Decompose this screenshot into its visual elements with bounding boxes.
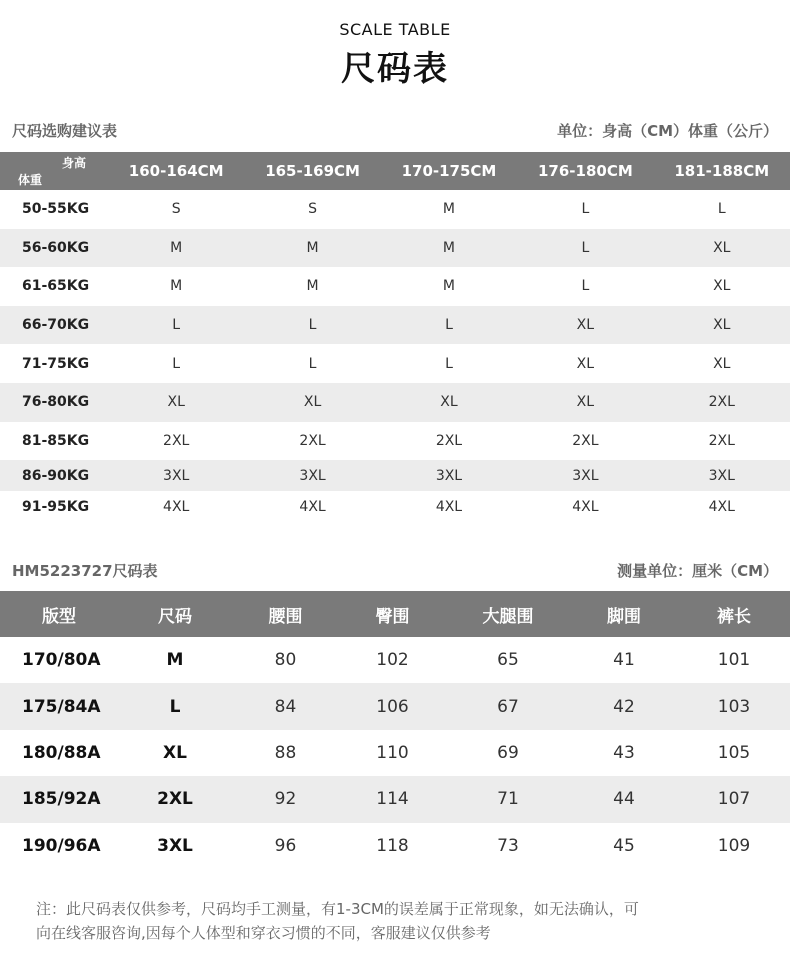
- waist-cell: 80: [274, 650, 297, 671]
- size-cell: M: [108, 229, 244, 268]
- waist-cell: 88: [274, 742, 297, 763]
- size-cell: L: [581, 201, 590, 218]
- column-header: 版型: [0, 591, 118, 637]
- size-cell: 2XL: [572, 432, 599, 449]
- size-cell: M: [166, 650, 184, 671]
- size-cell: XL: [244, 383, 380, 422]
- section1-title: 尺码选购建议表: [12, 122, 118, 140]
- table-header-row: [0, 591, 790, 637]
- weight-cell: 50-55KG: [22, 201, 90, 218]
- size-cell: L: [244, 306, 380, 345]
- section1-header: [0, 120, 790, 144]
- model-cell: 190/96A: [22, 835, 101, 856]
- hip-cell: 114: [339, 776, 446, 822]
- table-row: [0, 823, 790, 869]
- size-cell: XL: [713, 278, 731, 295]
- table-row: [0, 460, 790, 491]
- size-cell: 4XL: [163, 498, 190, 515]
- hip-cell: 110: [376, 742, 409, 763]
- size-cell: 4XL: [572, 498, 599, 515]
- leg-opening-cell: 45: [613, 835, 635, 856]
- size-cell: 2XL: [654, 383, 790, 422]
- hip-cell: 102: [376, 650, 409, 671]
- waist-cell: 92: [232, 776, 339, 822]
- weight-cell: 61-65KG: [22, 278, 90, 295]
- model-cell: 185/92A: [0, 776, 118, 822]
- note-line-2: 向在线客服咨询,因每个人体型和穿衣习惯的不同，客服建议仅供参考: [36, 924, 491, 942]
- size-cell: XL: [654, 306, 790, 345]
- weight-cell: 86-90KG: [0, 460, 108, 491]
- table-row: [0, 229, 790, 268]
- waist-cell: 84: [232, 683, 339, 729]
- table-row: [0, 422, 790, 461]
- size-cell: M: [381, 229, 517, 268]
- header-chinese-title: 尺码表: [341, 49, 449, 89]
- thigh-cell: 69: [497, 742, 519, 763]
- size-cell: XL: [108, 383, 244, 422]
- disclaimer-note: [36, 897, 766, 945]
- length-cell: 109: [717, 835, 751, 856]
- size-cell: L: [308, 355, 317, 372]
- size-cell: 4XL: [435, 498, 463, 515]
- size-cell: 4XL: [299, 498, 326, 515]
- column-header: 176-180CM: [517, 152, 653, 190]
- thigh-cell: 71: [446, 776, 570, 822]
- column-header: 160-164CM: [108, 152, 244, 190]
- weight-cell: 56-60KG: [0, 229, 108, 268]
- length-cell: 101: [717, 650, 751, 671]
- size-cell: 2XL: [299, 432, 326, 449]
- size-cell: 2XL: [163, 432, 190, 449]
- size-cell: XL: [517, 306, 653, 345]
- size-cell: L: [381, 306, 517, 345]
- thigh-cell: 65: [497, 650, 519, 671]
- size-cell: L: [118, 683, 232, 729]
- weight-cell: 91-95KG: [22, 498, 90, 515]
- table-row: [0, 344, 790, 383]
- column-header: 脚围: [570, 591, 678, 637]
- column-header: 大腿围: [446, 591, 570, 637]
- thigh-cell: 67: [446, 683, 570, 729]
- column-header: 臀围: [339, 591, 446, 637]
- model-cell: 175/84A: [0, 683, 118, 729]
- leg-opening-cell: 42: [570, 683, 678, 729]
- size-cell: XL: [163, 742, 187, 763]
- section1-unit: 单位：身高（CM）体重（公斤）: [557, 122, 778, 140]
- size-cell: 2XL: [118, 776, 232, 822]
- header-english-title: SCALE TABLE: [339, 20, 451, 39]
- leg-opening-cell: 43: [613, 742, 635, 763]
- table-row: [0, 383, 790, 422]
- size-cell: 2XL: [708, 432, 735, 449]
- weight-cell: 71-75KG: [22, 355, 90, 372]
- table-row: [0, 637, 790, 683]
- section2-header: [0, 560, 790, 584]
- table-row: [0, 683, 790, 729]
- thigh-cell: 73: [497, 835, 519, 856]
- size-cell: 4XL: [708, 498, 735, 515]
- column-header: 170-175CM: [381, 152, 517, 190]
- column-header: 腰围: [232, 591, 339, 637]
- size-cell: M: [306, 278, 319, 295]
- weight-cell: 66-70KG: [0, 306, 108, 345]
- size-cell: 3XL: [381, 460, 517, 491]
- weight-cell: 81-85KG: [22, 432, 90, 449]
- size-cell: 3XL: [108, 460, 244, 491]
- waist-cell: 96: [274, 835, 297, 856]
- section2-unit: 测量单位：厘米（CM）: [617, 562, 778, 580]
- corner-cell: [0, 152, 108, 190]
- column-header: 181-188CM: [654, 152, 790, 190]
- size-recommendation-table: [0, 152, 790, 522]
- hip-cell: 118: [376, 835, 409, 856]
- size-cell: M: [442, 201, 456, 218]
- size-cell: L: [172, 355, 181, 372]
- model-cell: 180/88A: [22, 742, 101, 763]
- leg-opening-cell: 44: [570, 776, 678, 822]
- hip-cell: 106: [339, 683, 446, 729]
- size-cell: 3XL: [157, 835, 193, 856]
- size-cell: L: [581, 278, 590, 295]
- length-cell: 103: [678, 683, 790, 729]
- size-cell: 3XL: [517, 460, 653, 491]
- corner-weight-label: 体重: [18, 173, 43, 187]
- product-measurement-table: [0, 591, 790, 869]
- corner-height-label: 身高: [62, 156, 87, 170]
- table-row: [0, 730, 790, 776]
- table-row: [0, 776, 790, 822]
- table-row: [0, 306, 790, 345]
- size-cell: L: [517, 229, 653, 268]
- size-cell: S: [171, 201, 181, 218]
- size-cell: 2XL: [435, 432, 463, 449]
- size-cell: L: [108, 306, 244, 345]
- size-cell: L: [717, 201, 726, 218]
- length-cell: 107: [678, 776, 790, 822]
- table-row: [0, 267, 790, 306]
- size-cell: XL: [517, 383, 653, 422]
- size-cell: M: [244, 229, 380, 268]
- table-row: [0, 190, 790, 229]
- leg-opening-cell: 41: [613, 650, 635, 671]
- size-cell: XL: [713, 355, 731, 372]
- model-cell: 170/80A: [22, 650, 101, 671]
- length-cell: 105: [717, 742, 751, 763]
- note-line-1: 注：此尺码表仅供参考，尺码均手工测量，有1-3CM的误差属于正常现象，如无法确认，可: [36, 900, 639, 918]
- size-cell: 3XL: [244, 460, 380, 491]
- size-cell: XL: [576, 355, 595, 372]
- page-header: [0, 20, 790, 90]
- column-header: 裤长: [678, 591, 790, 637]
- size-cell: XL: [654, 229, 790, 268]
- size-cell: S: [308, 201, 318, 218]
- size-cell: M: [170, 278, 183, 295]
- size-cell: L: [445, 355, 453, 372]
- section2-title: HM5223727尺码表: [12, 562, 158, 580]
- column-header: 165-169CM: [244, 152, 380, 190]
- size-cell: XL: [381, 383, 517, 422]
- table-row: [0, 491, 790, 522]
- size-cell: 3XL: [654, 460, 790, 491]
- weight-cell: 76-80KG: [0, 383, 108, 422]
- size-cell: M: [442, 278, 456, 295]
- table-header-row: [0, 152, 790, 190]
- column-header: 尺码: [118, 591, 232, 637]
